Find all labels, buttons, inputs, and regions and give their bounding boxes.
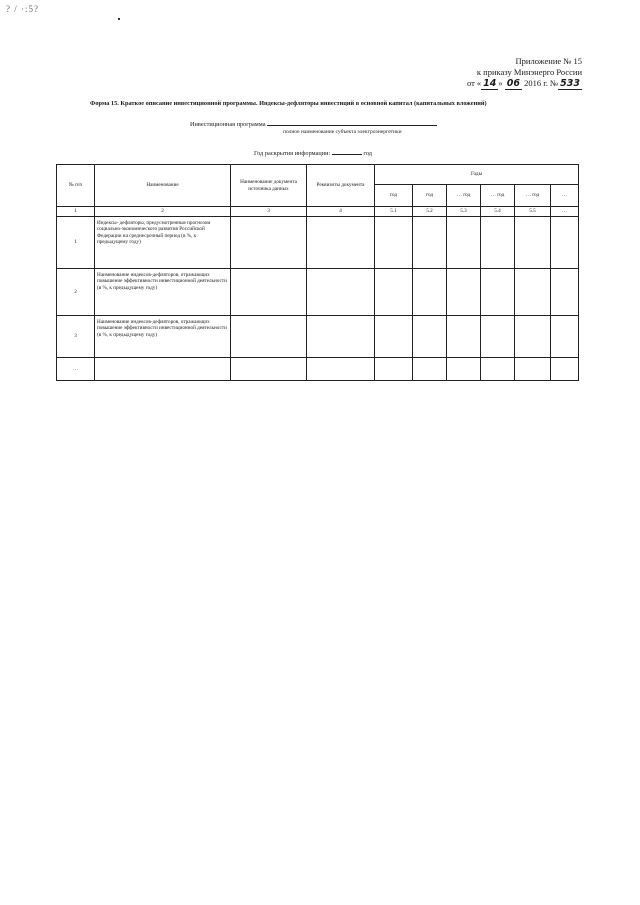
row-num: 2 <box>57 269 95 316</box>
year-blank <box>332 148 362 155</box>
year-col-4: … год <box>481 185 515 207</box>
col-number: 5.5 <box>515 207 551 217</box>
year-col-2: год <box>413 185 447 207</box>
empty-cell <box>481 358 515 381</box>
program-label: Инвестиционная программа <box>190 121 266 128</box>
empty-cell <box>447 269 481 316</box>
empty-cell <box>307 358 375 381</box>
col-number: 3 <box>231 207 307 217</box>
empty-cell <box>515 217 551 269</box>
year-col-6: … <box>551 185 579 207</box>
table-row <box>57 217 579 269</box>
empty-cell <box>231 358 307 381</box>
empty-cell <box>515 269 551 316</box>
header-doc-name: Наименование документа источника данных <box>231 165 307 207</box>
appendix-day: 14 <box>483 78 497 89</box>
empty-cell <box>551 316 579 358</box>
empty-cell <box>447 316 481 358</box>
appendix-number: 533 <box>560 78 580 89</box>
empty-cell <box>515 316 551 358</box>
empty-cell <box>413 217 447 269</box>
empty-cell <box>375 217 413 269</box>
empty-cell <box>515 358 551 381</box>
row-num: … <box>57 358 95 381</box>
empty-cell <box>481 316 515 358</box>
program-line <box>190 119 437 128</box>
header-doc-req: Реквизиты документа <box>307 165 375 207</box>
empty-cell <box>413 316 447 358</box>
header-name: Наименование <box>95 165 231 207</box>
col-number: 5.3 <box>447 207 481 217</box>
appendix-line1: Приложение № 15 <box>515 56 582 66</box>
empty-cell <box>551 217 579 269</box>
row-num: 3 <box>57 316 95 358</box>
empty-cell <box>231 217 307 269</box>
scan-corner-mark: ? / ·:5? <box>6 4 39 14</box>
empty-cell <box>481 217 515 269</box>
empty-cell <box>481 269 515 316</box>
empty-cell <box>447 358 481 381</box>
empty-cell <box>307 269 375 316</box>
empty-cell <box>307 217 375 269</box>
year-line <box>254 148 372 157</box>
year-col-3: … год <box>447 185 481 207</box>
scan-dot <box>118 18 120 20</box>
table-row <box>57 316 579 358</box>
table-row <box>57 269 579 316</box>
form-title: Форма 15. Краткое описание инвестиционной программы. Индексы-дефляторы инвестиций в основной капитал (капитальных вложений) <box>90 100 487 107</box>
appendix-prefix: от « <box>466 78 482 88</box>
row-name: Наименование индексов-дефляторов, отражающих повышение эффективности инвестиционной деятельности (в %, к предыдущему году) <box>95 316 231 358</box>
col-number: 4 <box>307 207 375 217</box>
column-number-row <box>57 207 579 217</box>
year-col-1: год <box>375 185 413 207</box>
appendix-date-line <box>467 78 582 89</box>
empty-cell <box>375 316 413 358</box>
appendix-mid: » <box>498 78 503 88</box>
program-caption: полное наименование субъекта электроэнергетики <box>283 129 402 135</box>
row-name <box>95 358 231 381</box>
col-number: 1 <box>57 207 95 217</box>
appendix-month: 06 <box>506 78 521 89</box>
header-num: № п/п <box>57 165 95 207</box>
col-number: … <box>551 207 579 217</box>
year-label: Год раскрытия информации: <box>254 150 331 157</box>
empty-cell <box>375 269 413 316</box>
empty-cell <box>231 316 307 358</box>
col-number: 2 <box>95 207 231 217</box>
program-blank <box>267 119 437 126</box>
empty-cell <box>413 358 447 381</box>
table-row <box>57 358 579 381</box>
row-num: 1 <box>57 217 95 269</box>
appendix-line2: к приказу Минэнерго России <box>476 67 582 77</box>
col-number: 5.4 <box>481 207 515 217</box>
appendix-block <box>467 56 582 89</box>
empty-cell <box>307 316 375 358</box>
row-name: Наименование индексов-дефляторов, отражающих повышение эффективности инвестиционной деятельности (в %, к предыдущему году) <box>95 269 231 316</box>
header-years: Годы <box>375 165 579 185</box>
col-number: 5.2 <box>413 207 447 217</box>
deflator-table <box>56 164 579 381</box>
empty-cell <box>551 358 579 381</box>
empty-cell <box>447 217 481 269</box>
year-col-5: … год <box>515 185 551 207</box>
empty-cell <box>551 269 579 316</box>
empty-cell <box>375 358 413 381</box>
appendix-year: 2016 г. № <box>524 78 559 88</box>
row-name: Индексы- дефляторы, предусмотренные прогнозом социально-экономического развития Российской Федерации на среднесрочный период (в %, к предыдущему году) <box>95 217 231 269</box>
year-suffix: год <box>363 150 372 157</box>
empty-cell <box>413 269 447 316</box>
col-number: 5.1 <box>375 207 413 217</box>
empty-cell <box>231 269 307 316</box>
